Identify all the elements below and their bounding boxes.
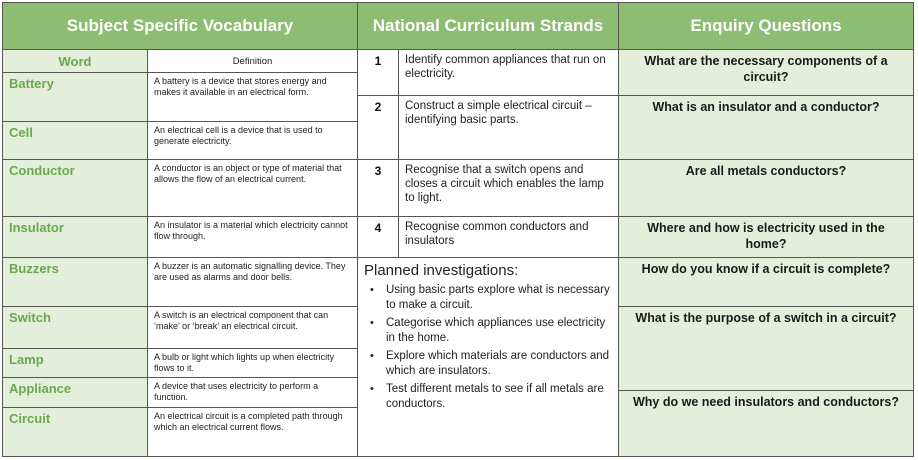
vocab-definition-battery: A battery is a device that stores energy and makes it available in an electrical form. (147, 72, 358, 122)
word-column-header: Word (2, 49, 148, 73)
vocab-definition-appliance: A device that uses electricity to perform a function. (147, 377, 358, 408)
enquiry-question: What are the necessary components of a circuit? (618, 49, 914, 96)
strand-number: 4 (357, 216, 399, 258)
vocab-definition-buzzers: A buzzer is an automatic signalling device. They are used as alarms and door bells. (147, 257, 358, 307)
vocab-word-buzzers: Buzzers (2, 257, 148, 307)
investigation-item: • Using basic parts explore what is necessary to make a circuit. (386, 283, 612, 313)
vocab-word-circuit: Circuit (2, 407, 148, 457)
enquiry-question: Where and how is electricity used in the home? (618, 216, 914, 258)
vocab-definition-conductor: A conductor is an object or type of material that allows the flow of an electrical current. (147, 159, 358, 217)
strand-text: Recognise common conductors and insulators (398, 216, 619, 258)
science-planning-table (2, 2, 914, 457)
vocab-definition-circuit: An electrical circuit is a completed path through which an electrical current flows. (147, 407, 358, 457)
investigation-item: • Explore which materials are conductors and which are insulators. (386, 349, 612, 379)
vocab-word-conductor: Conductor (2, 159, 148, 217)
investigations-list (364, 283, 612, 412)
vocab-word-switch: Switch (2, 306, 148, 349)
enquiry-question: How do you know if a circuit is complete? (618, 257, 914, 307)
strands-header: National Curriculum Strands (357, 2, 619, 50)
vocab-word-cell: Cell (2, 121, 148, 160)
strand-number: 3 (357, 159, 399, 217)
vocab-word-battery: Battery (2, 72, 148, 122)
vocab-header: Subject Specific Vocabulary (2, 2, 358, 50)
strand-text: Identify common appliances that run on electricity. (398, 49, 619, 96)
enquiry-header: Enquiry Questions (618, 2, 914, 50)
definition-column-header: Definition (147, 49, 358, 73)
vocab-definition-cell: An electrical cell is a device that is used to generate electricity. (147, 121, 358, 160)
vocab-word-appliance: Appliance (2, 377, 148, 408)
vocab-definition-insulator: An insulator is a material which electricity cannot flow through. (147, 216, 358, 258)
investigations-title: Planned investigations: (364, 262, 519, 279)
vocab-definition-switch: A switch is an electrical component that can ‘make’ or ‘break’ an electrical circuit. (147, 306, 358, 349)
enquiry-question: What is an insulator and a conductor? (618, 95, 914, 160)
strand-number: 1 (357, 49, 399, 96)
enquiry-question: Are all metals conductors? (618, 159, 914, 217)
planned-investigations (357, 257, 619, 457)
enquiry-question: What is the purpose of a switch in a circuit? (618, 306, 914, 391)
investigation-item: • Test different metals to see if all metals are conductors. (386, 382, 612, 412)
vocab-word-insulator: Insulator (2, 216, 148, 258)
strand-text: Recognise that a switch opens and closes a circuit which enables the lamp to light. (398, 159, 619, 217)
strand-number: 2 (357, 95, 399, 160)
investigation-item: • Categorise which appliances use electricity in the home. (386, 316, 612, 346)
vocab-word-lamp: Lamp (2, 348, 148, 378)
vocab-definition-lamp: A bulb or light which lights up when electricity flows to it. (147, 348, 358, 378)
enquiry-question: Why do we need insulators and conductors? (618, 390, 914, 457)
strand-text: Construct a simple electrical circuit – identifying basic parts. (398, 95, 619, 160)
